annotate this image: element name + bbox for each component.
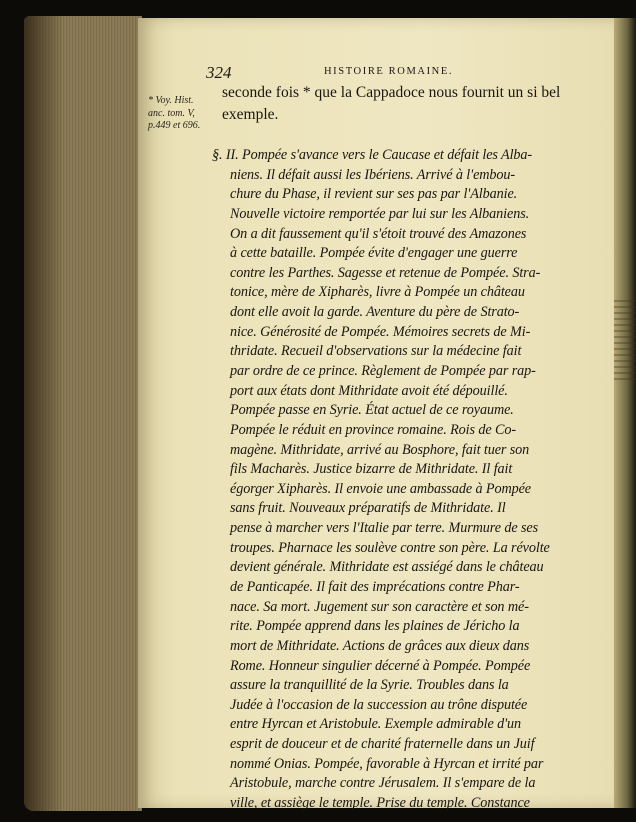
text-line: entre Hyrcan et Aristobule. Exemple admirable d'un [230, 716, 522, 733]
text-line: par ordre de ce prince. Règlement de Pompée par rap- [230, 363, 536, 379]
book-gutter [614, 18, 636, 808]
text-line: Judée à l'occasion de la succession au trône disputée [230, 696, 528, 713]
facing-page-bleed [614, 300, 636, 380]
text-line: Nouvelle victoire remportée par lui sur les Albaniens. [230, 205, 530, 222]
running-head [206, 63, 586, 83]
margin-note-line: anc. tom. V, [148, 107, 195, 119]
text-line: Rome. Honneur singulier décerné à Pompée. Pompée [230, 657, 531, 674]
text-line: Pompée le réduit en province romaine. Rois de Co- [230, 421, 516, 438]
text-line: exemple. [222, 106, 279, 123]
text-line: nace. Sa mort. Jugement sur son caractère et son mé- [230, 598, 529, 615]
text-line: On a dit faussement qu'il s'étoit trouvé des Amazones [230, 225, 527, 242]
margin-note-line: p.449 et 696. [148, 120, 201, 131]
margin-note [148, 95, 214, 133]
text-line: de Panticapée. Il fait des imprécations contre Phar- [230, 579, 520, 595]
text-line: pense à marcher vers l'Italie par terre. Murmure de ses [230, 520, 539, 537]
text-line: Pompée passe en Syrie. État actuel de ce royaume. [230, 402, 514, 419]
text-line: à cette bataille. Pompée évite d'engager une guerre [230, 245, 518, 262]
text-line: port aux états dont Mithridate avoit été dépouillé. [230, 382, 508, 399]
text-line: nice. Générosité de Pompée. Mémoires secrets de Mi- [230, 323, 531, 340]
text-line: troupes. Pharnace les soulève contre son père. La révolte [230, 539, 550, 556]
text-line: §. II. Pompée s'avance vers le Caucase et défait les Alba- [212, 147, 533, 163]
text-line: chure du Phase, il revient sur ses pas par l'Albanie. [230, 186, 518, 203]
text-line: niens. Il défait aussi les Ibériens. Arrivé à l'embou- [230, 166, 516, 183]
page-edges [24, 16, 142, 811]
text-line: devient générale. Mithridate est assiégé dans le château [230, 559, 544, 576]
text-line: rite. Pompée apprend dans les plaines de Jéricho la [230, 618, 520, 635]
text-line: mort de Mithridate. Actions de grâces aux dieux dans [230, 637, 530, 654]
text-line: tonice, mère de Xipharès, livre à Pompée un château [230, 284, 525, 301]
text-line: égorger Xipharès. Il envoie une ambassade à Pompée [230, 480, 532, 497]
running-title: HISTOIRE ROMAINE. [324, 66, 454, 77]
text-line: assure la tranquillité de la Syrie. Troubles dans la [230, 677, 509, 694]
text-line: dont elle avoit la garde. Aventure du père de Strato- [230, 304, 520, 321]
text-line: contre les Parthes. Sagesse et retenue de Pompée. Stra- [230, 264, 541, 281]
text-line: fils Macharès. Justice bizarre de Mithridate. Il fait [230, 461, 513, 478]
text-line: esprit de douceur et de charité fraternelle dans un Juif [230, 736, 535, 753]
text-line: ville, et assiège le temple. Prise du temple. Constance [230, 795, 530, 811]
text-line: seconde fois * que la Cappadoce nous fournit un si bel [222, 84, 561, 101]
text-line: nommé Onias. Pompée, favorable à Hyrcan et irrité par [230, 755, 544, 772]
text-line: thridate. Recueil d'observations sur la médecine fait [230, 343, 522, 360]
text-line: magène. Mithridate, arrivé au Bosphore, fait tuer son [230, 441, 530, 458]
text-line: Aristobule, marche contre Jérusalem. Il s'empare de la [230, 775, 536, 792]
page-number: 324 [206, 63, 232, 82]
text-line: sans fruit. Nouveaux préparatifs de Mithridate. Il [230, 500, 506, 517]
margin-note-line: * Voy. Hist. [148, 95, 194, 106]
